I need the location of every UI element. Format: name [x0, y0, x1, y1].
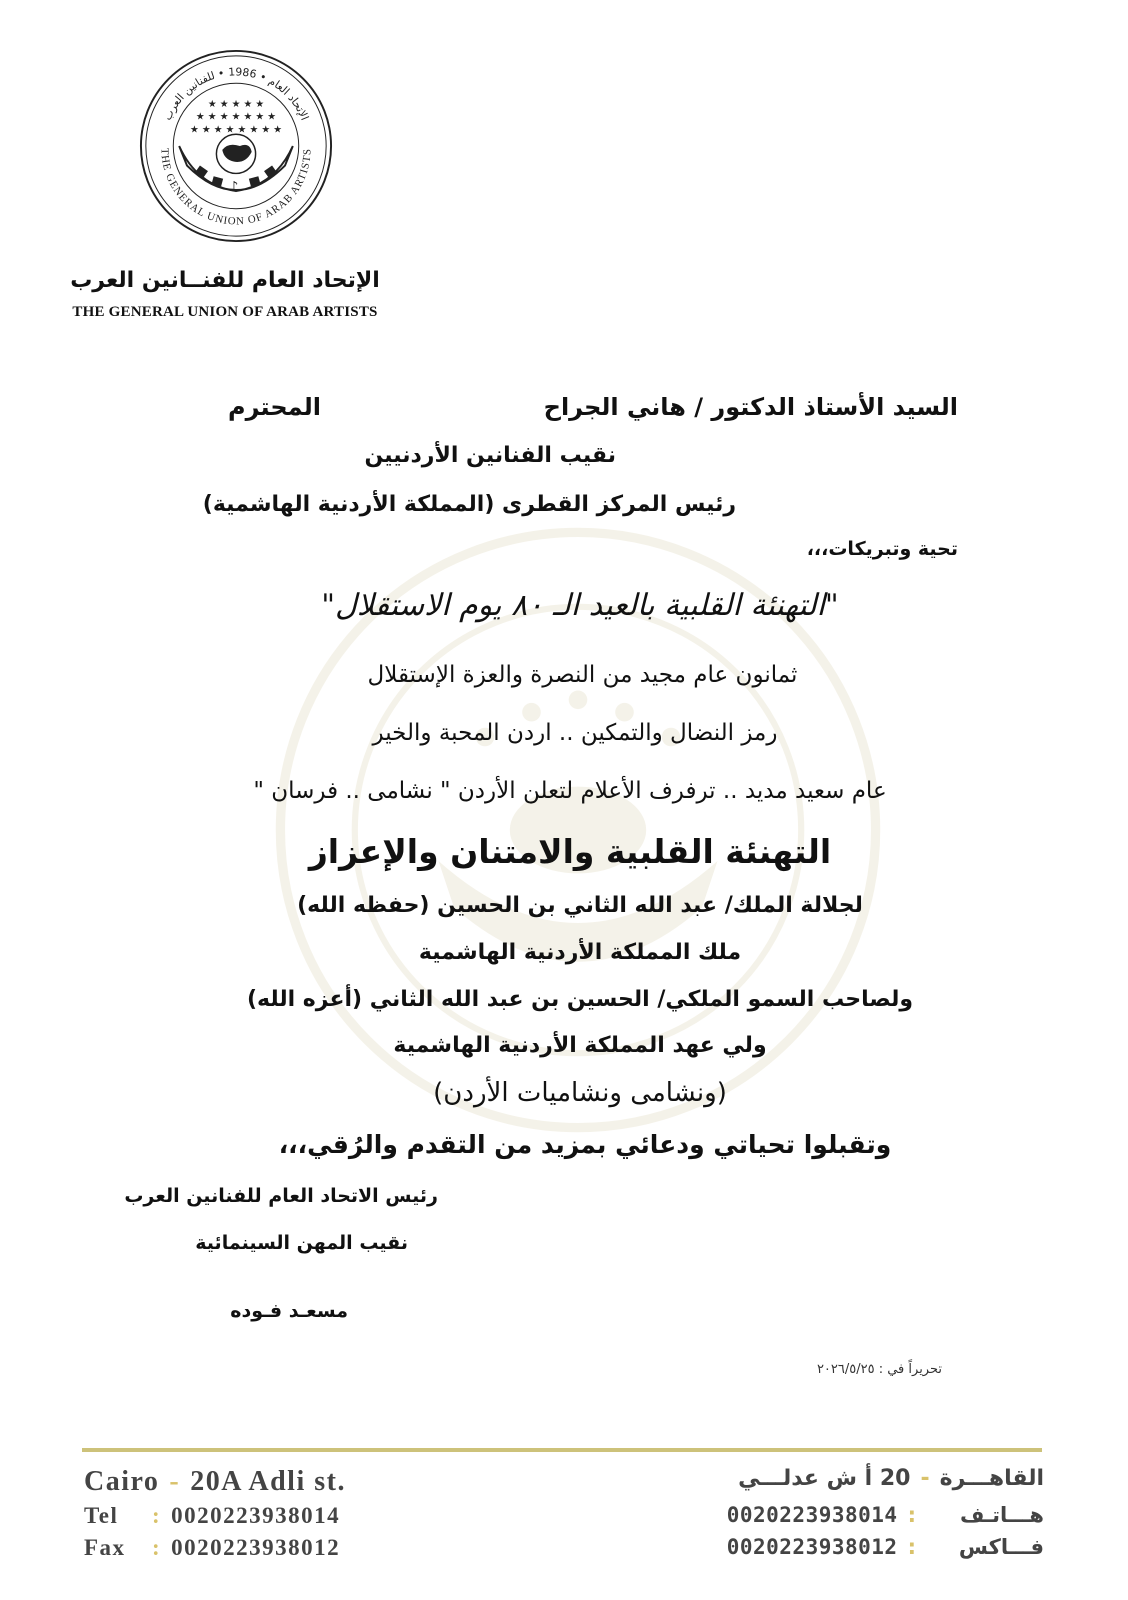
- svg-text:★ ★ ★ ★ ★: ★ ★ ★ ★ ★: [207, 98, 265, 110]
- footer-city-en: Cairo: [84, 1466, 160, 1497]
- footer-street-en: 20A Adli st.: [190, 1466, 346, 1497]
- body-line-10: وتقبلوا تحياتي ودعائي بمزيد من التقدم والرُقي،،،: [278, 1130, 892, 1159]
- tel-label-ar: هـــاتـف: [959, 1503, 1044, 1527]
- footer-street-ar: 20 أ ش عدلـــي: [738, 1466, 911, 1491]
- body-line-8: ولي عهد المملكة الأردنية الهاشمية: [393, 1033, 767, 1058]
- separator: -: [920, 1466, 930, 1491]
- footer-address-ar: [738, 1466, 1044, 1491]
- separator: :: [152, 1535, 162, 1560]
- body-line-2: رمز النضال والتمكين .. اردن المحبة والخير: [372, 720, 778, 746]
- letter-headline: "التهنئة القلبية بالعيد الـ ٨٠ يوم الاستقلال": [321, 588, 839, 623]
- org-name-arabic: الإتحاد العام للفنــانين العرب: [70, 268, 380, 293]
- svg-text:♪: ♪: [229, 179, 239, 196]
- separator: -: [169, 1466, 181, 1497]
- signatory-title-2: نقيب المهن السينمائية: [195, 1232, 408, 1254]
- body-line-6: ملك المملكة الأردنية الهاشمية: [418, 940, 742, 965]
- fax-number-ar: 0020223938012: [726, 1535, 898, 1559]
- tel-label-en: Tel: [84, 1503, 119, 1528]
- footer-fax-ar: [727, 1535, 1044, 1559]
- honorific: المحترم: [228, 393, 321, 421]
- tel-number-ar: 0020223938014: [726, 1503, 898, 1527]
- salutation: السيد الأستاذ الدكتور / هاني الجراح: [543, 393, 958, 421]
- svg-text:الإتحاد العام • 1986 • للفناني: الإتحاد العام • 1986 • للفنانين العرب: [160, 65, 312, 123]
- union-seal-logo: [138, 48, 334, 244]
- svg-text:★ ★ ★ ★ ★ ★ ★: ★ ★ ★ ★ ★ ★ ★: [195, 111, 277, 123]
- footer-tel-en: [84, 1503, 340, 1529]
- footer-divider: [82, 1448, 1042, 1452]
- footer-fax-en: [84, 1535, 340, 1561]
- tel-number-en: 0020223938014: [171, 1503, 341, 1528]
- body-line-7: ولصاحب السمو الملكي/ الحسين بن عبد الله الثاني (أعزه الله): [246, 987, 914, 1012]
- body-line-1: ثمانون عام مجيد من النصرة والعزة الإستقلال: [367, 662, 798, 688]
- org-name-english: THE GENERAL UNION OF ARAB ARTISTS: [72, 304, 378, 320]
- footer-city-ar: القاهـــرة: [939, 1466, 1044, 1491]
- fax-label-ar: فـــاكس: [958, 1535, 1044, 1559]
- body-line-5: لجلالة الملك/ عبد الله الثاني بن الحسين (حفظه الله): [297, 893, 863, 918]
- body-line-9: (ونشامى ونشاميات الأردن): [433, 1078, 727, 1108]
- fax-number-en: 0020223938012: [171, 1535, 341, 1560]
- body-line-4: التهنئة القلبية والامتنان والإعزاز: [308, 832, 832, 871]
- signatory-title-1: رئيس الاتحاد العام للفنانين العرب: [124, 1185, 438, 1207]
- footer-tel-ar: [727, 1503, 1044, 1527]
- greeting: تحية وتبريكات،،،: [806, 538, 958, 560]
- addressee-title-1: نقيب الفنانين الأردنيين: [364, 443, 616, 468]
- separator: :: [152, 1503, 162, 1528]
- svg-text:THE GENERAL UNION OF ARAB ARTI: THE GENERAL UNION OF ARAB ARTISTS: [158, 147, 314, 228]
- svg-text:★ ★ ★ ★ ★ ★ ★ ★: ★ ★ ★ ★ ★ ★ ★ ★: [189, 124, 283, 136]
- footer-address-en: [84, 1466, 346, 1498]
- date-written: تحريراً في : ٢٠٢٦/٥/٢٥: [816, 1362, 942, 1377]
- addressee-title-2: رئيس المركز القطرى (المملكة الأردنية الهاشمية): [202, 492, 736, 517]
- separator: :: [907, 1535, 916, 1559]
- fax-label-en: Fax: [84, 1535, 126, 1560]
- separator: :: [907, 1503, 916, 1527]
- body-line-3: عام سعيد مديد .. ترفرف الأعلام لتعلن الأردن " نشامى .. فرسان ": [253, 778, 887, 804]
- signatory-name: مسعـد فـوده: [230, 1300, 348, 1322]
